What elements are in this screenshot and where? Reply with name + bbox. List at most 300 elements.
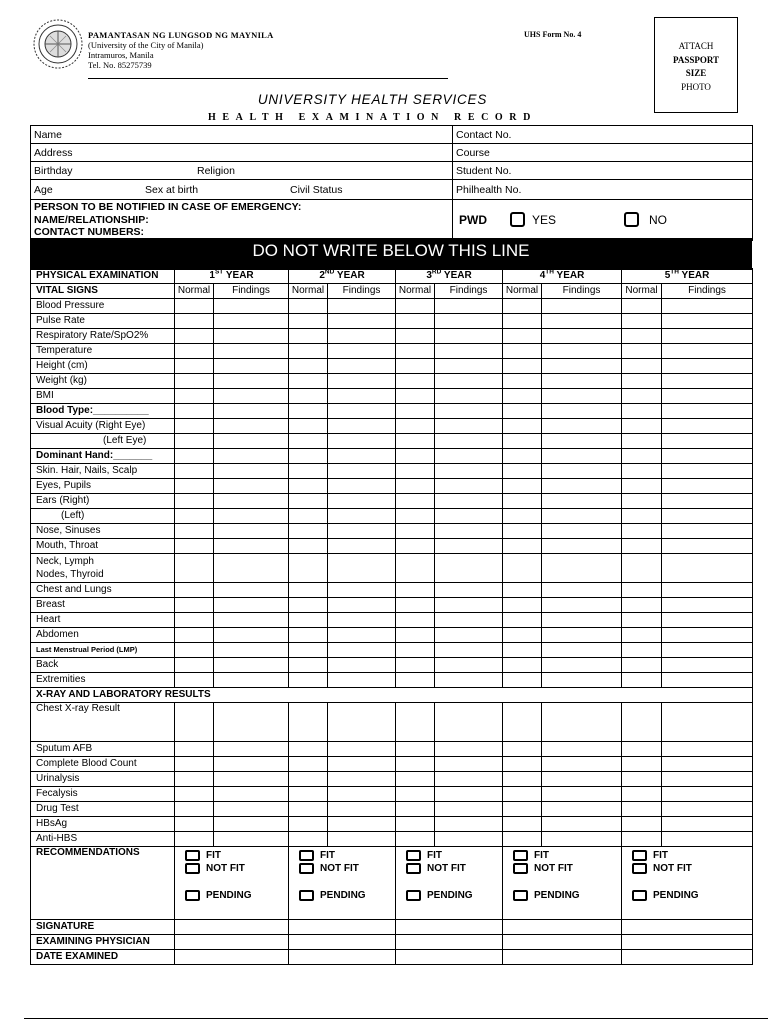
fit-checkbox[interactable] xyxy=(299,850,314,861)
not-fit-checkbox[interactable] xyxy=(513,863,528,874)
exam-entry-cell[interactable] xyxy=(622,329,662,344)
exam-entry-cell[interactable] xyxy=(328,374,396,389)
exam-entry-cell[interactable] xyxy=(396,464,435,479)
exam-entry-cell[interactable] xyxy=(662,389,753,404)
exam-entry-cell[interactable] xyxy=(542,359,622,374)
exam-entry-cell[interactable] xyxy=(214,299,289,314)
pwd-yes-checkbox[interactable] xyxy=(510,212,525,227)
exam-entry-cell[interactable] xyxy=(289,359,328,374)
exam-entry-cell[interactable] xyxy=(542,344,622,359)
exam-entry-cell[interactable] xyxy=(396,832,435,847)
exam-entry-cell[interactable] xyxy=(503,742,542,757)
exam-entry-cell[interactable] xyxy=(622,613,662,628)
exam-entry-cell[interactable] xyxy=(289,673,328,688)
exam-entry-cell[interactable] xyxy=(175,479,214,494)
exam-entry-cell[interactable] xyxy=(214,613,289,628)
exam-entry-cell[interactable] xyxy=(289,628,328,643)
exam-entry-cell[interactable] xyxy=(622,299,662,314)
exam-entry-cell[interactable] xyxy=(622,434,662,449)
exam-entry-cell[interactable] xyxy=(622,628,662,643)
exam-entry-cell[interactable] xyxy=(542,329,622,344)
exam-entry-cell[interactable] xyxy=(289,703,328,742)
exam-entry-cell[interactable] xyxy=(435,583,503,598)
exam-entry-cell[interactable] xyxy=(542,449,622,464)
exam-entry-cell[interactable] xyxy=(396,524,435,539)
exam-entry-cell[interactable] xyxy=(622,658,662,673)
exam-entry-cell[interactable] xyxy=(289,464,328,479)
exam-entry-cell[interactable] xyxy=(542,772,622,787)
exam-entry-cell[interactable] xyxy=(175,299,214,314)
exam-entry-cell[interactable] xyxy=(542,742,622,757)
exam-entry-cell[interactable] xyxy=(328,509,396,524)
exam-entry-cell[interactable] xyxy=(503,344,542,359)
exam-entry-cell[interactable] xyxy=(289,742,328,757)
exam-entry-cell[interactable] xyxy=(662,329,753,344)
not-fit-checkbox[interactable] xyxy=(632,863,647,874)
exam-entry-cell[interactable] xyxy=(396,643,435,658)
exam-entry-cell[interactable] xyxy=(503,419,542,434)
exam-entry-cell[interactable] xyxy=(396,479,435,494)
exam-entry-cell[interactable] xyxy=(662,583,753,598)
exam-entry-cell[interactable] xyxy=(214,554,289,583)
fit-checkbox[interactable] xyxy=(406,850,421,861)
exam-entry-cell[interactable] xyxy=(289,598,328,613)
exam-entry-cell[interactable] xyxy=(435,643,503,658)
exam-entry-cell[interactable] xyxy=(622,344,662,359)
exam-entry-cell[interactable] xyxy=(503,389,542,404)
exam-entry-cell[interactable] xyxy=(396,494,435,509)
sign-entry-cell[interactable] xyxy=(175,935,289,950)
exam-entry-cell[interactable] xyxy=(175,449,214,464)
exam-entry-cell[interactable] xyxy=(175,464,214,479)
exam-entry-cell[interactable] xyxy=(328,434,396,449)
exam-entry-cell[interactable] xyxy=(622,479,662,494)
exam-entry-cell[interactable] xyxy=(503,434,542,449)
recommendation-option[interactable] xyxy=(185,889,286,903)
exam-entry-cell[interactable] xyxy=(214,832,289,847)
exam-entry-cell[interactable] xyxy=(214,583,289,598)
exam-entry-cell[interactable] xyxy=(214,434,289,449)
exam-entry-cell[interactable] xyxy=(396,554,435,583)
exam-entry-cell[interactable] xyxy=(662,524,753,539)
exam-entry-cell[interactable] xyxy=(328,464,396,479)
exam-entry-cell[interactable] xyxy=(662,817,753,832)
exam-entry-cell[interactable] xyxy=(289,494,328,509)
exam-entry-cell[interactable] xyxy=(622,772,662,787)
exam-entry-cell[interactable] xyxy=(175,658,214,673)
exam-entry-cell[interactable] xyxy=(289,449,328,464)
exam-entry-cell[interactable] xyxy=(214,742,289,757)
exam-entry-cell[interactable] xyxy=(214,464,289,479)
exam-entry-cell[interactable] xyxy=(396,449,435,464)
exam-entry-cell[interactable] xyxy=(542,404,622,419)
exam-entry-cell[interactable] xyxy=(289,832,328,847)
exam-entry-cell[interactable] xyxy=(175,359,214,374)
exam-entry-cell[interactable] xyxy=(435,344,503,359)
exam-entry-cell[interactable] xyxy=(503,598,542,613)
exam-entry-cell[interactable] xyxy=(662,299,753,314)
exam-entry-cell[interactable] xyxy=(328,613,396,628)
exam-entry-cell[interactable] xyxy=(503,494,542,509)
exam-entry-cell[interactable] xyxy=(214,787,289,802)
exam-entry-cell[interactable] xyxy=(175,509,214,524)
exam-entry-cell[interactable] xyxy=(503,479,542,494)
exam-entry-cell[interactable] xyxy=(622,554,662,583)
philhealth-field[interactable] xyxy=(453,180,753,200)
exam-entry-cell[interactable] xyxy=(435,524,503,539)
recommendation-option[interactable] xyxy=(632,849,750,863)
exam-entry-cell[interactable] xyxy=(328,673,396,688)
exam-entry-cell[interactable] xyxy=(328,628,396,643)
exam-entry-cell[interactable] xyxy=(328,832,396,847)
exam-entry-cell[interactable] xyxy=(662,787,753,802)
exam-entry-cell[interactable] xyxy=(542,314,622,329)
exam-entry-cell[interactable] xyxy=(503,509,542,524)
exam-entry-cell[interactable] xyxy=(542,817,622,832)
pending-checkbox[interactable] xyxy=(299,890,314,901)
exam-entry-cell[interactable] xyxy=(396,583,435,598)
exam-entry-cell[interactable] xyxy=(396,374,435,389)
exam-entry-cell[interactable] xyxy=(662,802,753,817)
exam-entry-cell[interactable] xyxy=(622,404,662,419)
exam-entry-cell[interactable] xyxy=(175,772,214,787)
exam-entry-cell[interactable] xyxy=(435,658,503,673)
exam-entry-cell[interactable] xyxy=(175,817,214,832)
exam-entry-cell[interactable] xyxy=(662,434,753,449)
exam-entry-cell[interactable] xyxy=(435,832,503,847)
exam-entry-cell[interactable] xyxy=(542,703,622,742)
exam-entry-cell[interactable] xyxy=(214,757,289,772)
exam-entry-cell[interactable] xyxy=(396,434,435,449)
exam-entry-cell[interactable] xyxy=(396,658,435,673)
recommendation-option[interactable] xyxy=(406,889,500,903)
exam-entry-cell[interactable] xyxy=(214,374,289,389)
pending-checkbox[interactable] xyxy=(406,890,421,901)
exam-entry-cell[interactable] xyxy=(662,703,753,742)
exam-entry-cell[interactable] xyxy=(396,787,435,802)
exam-entry-cell[interactable] xyxy=(289,479,328,494)
fit-checkbox[interactable] xyxy=(513,850,528,861)
exam-entry-cell[interactable] xyxy=(289,787,328,802)
exam-entry-cell[interactable] xyxy=(435,628,503,643)
fit-checkbox[interactable] xyxy=(632,850,647,861)
exam-entry-cell[interactable] xyxy=(289,772,328,787)
exam-entry-cell[interactable] xyxy=(214,598,289,613)
exam-entry-cell[interactable] xyxy=(662,479,753,494)
exam-entry-cell[interactable] xyxy=(396,628,435,643)
exam-entry-cell[interactable] xyxy=(503,359,542,374)
exam-entry-cell[interactable] xyxy=(662,419,753,434)
exam-entry-cell[interactable] xyxy=(396,802,435,817)
exam-entry-cell[interactable] xyxy=(396,703,435,742)
exam-entry-cell[interactable] xyxy=(214,628,289,643)
exam-entry-cell[interactable] xyxy=(662,673,753,688)
exam-entry-cell[interactable] xyxy=(503,643,542,658)
exam-entry-cell[interactable] xyxy=(503,817,542,832)
exam-entry-cell[interactable] xyxy=(435,374,503,389)
exam-entry-cell[interactable] xyxy=(214,817,289,832)
exam-entry-cell[interactable] xyxy=(328,314,396,329)
exam-entry-cell[interactable] xyxy=(503,703,542,742)
exam-entry-cell[interactable] xyxy=(396,314,435,329)
exam-entry-cell[interactable] xyxy=(289,583,328,598)
exam-entry-cell[interactable] xyxy=(435,787,503,802)
sign-entry-cell[interactable] xyxy=(503,935,622,950)
not-fit-checkbox[interactable] xyxy=(406,863,421,874)
exam-entry-cell[interactable] xyxy=(214,643,289,658)
exam-entry-cell[interactable] xyxy=(328,449,396,464)
exam-entry-cell[interactable] xyxy=(289,404,328,419)
exam-entry-cell[interactable] xyxy=(328,802,396,817)
exam-entry-cell[interactable] xyxy=(214,494,289,509)
recommendation-option[interactable] xyxy=(406,849,500,863)
exam-entry-cell[interactable] xyxy=(622,359,662,374)
recommendation-option[interactable] xyxy=(185,849,286,863)
exam-entry-cell[interactable] xyxy=(175,613,214,628)
contact-field[interactable] xyxy=(453,126,753,144)
exam-entry-cell[interactable] xyxy=(662,772,753,787)
sign-entry-cell[interactable] xyxy=(622,935,753,950)
exam-entry-cell[interactable] xyxy=(175,673,214,688)
recommendation-option[interactable] xyxy=(513,863,619,875)
exam-entry-cell[interactable] xyxy=(289,314,328,329)
exam-entry-cell[interactable] xyxy=(542,539,622,554)
exam-entry-cell[interactable] xyxy=(503,673,542,688)
exam-entry-cell[interactable] xyxy=(289,658,328,673)
exam-entry-cell[interactable] xyxy=(503,554,542,583)
exam-entry-cell[interactable] xyxy=(328,299,396,314)
student-no-field[interactable] xyxy=(453,162,753,180)
exam-entry-cell[interactable] xyxy=(662,613,753,628)
exam-entry-cell[interactable] xyxy=(396,509,435,524)
exam-entry-cell[interactable] xyxy=(503,772,542,787)
exam-entry-cell[interactable] xyxy=(662,628,753,643)
exam-entry-cell[interactable] xyxy=(542,787,622,802)
exam-entry-cell[interactable] xyxy=(542,464,622,479)
exam-entry-cell[interactable] xyxy=(328,389,396,404)
exam-entry-cell[interactable] xyxy=(396,299,435,314)
exam-entry-cell[interactable] xyxy=(435,464,503,479)
exam-entry-cell[interactable] xyxy=(175,742,214,757)
recommendation-option[interactable] xyxy=(299,889,393,903)
exam-entry-cell[interactable] xyxy=(622,494,662,509)
exam-entry-cell[interactable] xyxy=(214,509,289,524)
exam-entry-cell[interactable] xyxy=(435,554,503,583)
exam-entry-cell[interactable] xyxy=(175,628,214,643)
exam-entry-cell[interactable] xyxy=(289,554,328,583)
exam-entry-cell[interactable] xyxy=(503,524,542,539)
exam-entry-cell[interactable] xyxy=(175,419,214,434)
exam-entry-cell[interactable] xyxy=(396,673,435,688)
exam-entry-cell[interactable] xyxy=(435,802,503,817)
exam-entry-cell[interactable] xyxy=(289,524,328,539)
exam-entry-cell[interactable] xyxy=(175,757,214,772)
exam-entry-cell[interactable] xyxy=(622,524,662,539)
sign-entry-cell[interactable] xyxy=(175,920,289,935)
exam-entry-cell[interactable] xyxy=(175,643,214,658)
exam-entry-cell[interactable] xyxy=(214,419,289,434)
sign-entry-cell[interactable] xyxy=(396,950,503,965)
exam-entry-cell[interactable] xyxy=(622,673,662,688)
exam-entry-cell[interactable] xyxy=(396,404,435,419)
exam-entry-cell[interactable] xyxy=(542,673,622,688)
exam-entry-cell[interactable] xyxy=(214,344,289,359)
exam-entry-cell[interactable] xyxy=(662,374,753,389)
name-field[interactable] xyxy=(31,126,453,144)
exam-entry-cell[interactable] xyxy=(662,832,753,847)
exam-entry-cell[interactable] xyxy=(503,299,542,314)
exam-entry-cell[interactable] xyxy=(622,583,662,598)
not-fit-checkbox[interactable] xyxy=(185,863,200,874)
exam-entry-cell[interactable] xyxy=(662,598,753,613)
exam-entry-cell[interactable] xyxy=(622,464,662,479)
exam-entry-cell[interactable] xyxy=(289,389,328,404)
sign-entry-cell[interactable] xyxy=(503,920,622,935)
sign-entry-cell[interactable] xyxy=(396,935,503,950)
exam-entry-cell[interactable] xyxy=(328,598,396,613)
exam-entry-cell[interactable] xyxy=(175,583,214,598)
recommendation-option[interactable] xyxy=(632,889,750,903)
recommendation-option[interactable] xyxy=(185,863,286,875)
exam-entry-cell[interactable] xyxy=(214,404,289,419)
exam-entry-cell[interactable] xyxy=(175,539,214,554)
exam-entry-cell[interactable] xyxy=(435,419,503,434)
exam-entry-cell[interactable] xyxy=(435,389,503,404)
sign-entry-cell[interactable] xyxy=(289,920,396,935)
pending-checkbox[interactable] xyxy=(513,890,528,901)
exam-entry-cell[interactable] xyxy=(328,787,396,802)
exam-entry-cell[interactable] xyxy=(289,539,328,554)
exam-entry-cell[interactable] xyxy=(662,757,753,772)
sign-entry-cell[interactable] xyxy=(289,935,396,950)
exam-entry-cell[interactable] xyxy=(503,374,542,389)
exam-entry-cell[interactable] xyxy=(175,494,214,509)
pwd-no-checkbox[interactable] xyxy=(624,212,639,227)
exam-entry-cell[interactable] xyxy=(214,359,289,374)
exam-entry-cell[interactable] xyxy=(503,464,542,479)
recommendation-option[interactable] xyxy=(513,849,619,863)
exam-entry-cell[interactable] xyxy=(328,404,396,419)
exam-entry-cell[interactable] xyxy=(662,509,753,524)
exam-entry-cell[interactable] xyxy=(622,314,662,329)
exam-entry-cell[interactable] xyxy=(542,832,622,847)
exam-entry-cell[interactable] xyxy=(622,374,662,389)
exam-entry-cell[interactable] xyxy=(503,613,542,628)
exam-entry-cell[interactable] xyxy=(396,329,435,344)
exam-entry-cell[interactable] xyxy=(542,583,622,598)
exam-entry-cell[interactable] xyxy=(214,524,289,539)
exam-entry-cell[interactable] xyxy=(503,404,542,419)
exam-entry-cell[interactable] xyxy=(328,583,396,598)
exam-entry-cell[interactable] xyxy=(503,583,542,598)
exam-entry-cell[interactable] xyxy=(214,314,289,329)
exam-entry-cell[interactable] xyxy=(175,787,214,802)
course-field[interactable] xyxy=(453,144,753,162)
exam-entry-cell[interactable] xyxy=(662,464,753,479)
exam-entry-cell[interactable] xyxy=(622,643,662,658)
exam-entry-cell[interactable] xyxy=(328,359,396,374)
exam-entry-cell[interactable] xyxy=(289,817,328,832)
exam-entry-cell[interactable] xyxy=(622,509,662,524)
recommendation-option[interactable] xyxy=(513,889,619,903)
exam-entry-cell[interactable] xyxy=(542,479,622,494)
exam-entry-cell[interactable] xyxy=(542,613,622,628)
not-fit-checkbox[interactable] xyxy=(299,863,314,874)
exam-entry-cell[interactable] xyxy=(542,628,622,643)
exam-entry-cell[interactable] xyxy=(396,389,435,404)
exam-entry-cell[interactable] xyxy=(503,539,542,554)
sign-entry-cell[interactable] xyxy=(175,950,289,965)
exam-entry-cell[interactable] xyxy=(662,359,753,374)
exam-entry-cell[interactable] xyxy=(396,757,435,772)
exam-entry-cell[interactable] xyxy=(175,524,214,539)
exam-entry-cell[interactable] xyxy=(622,419,662,434)
exam-entry-cell[interactable] xyxy=(503,329,542,344)
exam-entry-cell[interactable] xyxy=(289,374,328,389)
exam-entry-cell[interactable] xyxy=(328,524,396,539)
exam-entry-cell[interactable] xyxy=(542,802,622,817)
exam-entry-cell[interactable] xyxy=(542,419,622,434)
exam-entry-cell[interactable] xyxy=(542,389,622,404)
exam-entry-cell[interactable] xyxy=(542,434,622,449)
exam-entry-cell[interactable] xyxy=(435,299,503,314)
exam-entry-cell[interactable] xyxy=(662,404,753,419)
exam-entry-cell[interactable] xyxy=(289,613,328,628)
exam-entry-cell[interactable] xyxy=(175,832,214,847)
exam-entry-cell[interactable] xyxy=(289,329,328,344)
exam-entry-cell[interactable] xyxy=(435,703,503,742)
exam-entry-cell[interactable] xyxy=(328,539,396,554)
exam-entry-cell[interactable] xyxy=(396,419,435,434)
exam-entry-cell[interactable] xyxy=(435,359,503,374)
exam-entry-cell[interactable] xyxy=(435,404,503,419)
exam-entry-cell[interactable] xyxy=(396,598,435,613)
exam-entry-cell[interactable] xyxy=(396,742,435,757)
exam-entry-cell[interactable] xyxy=(175,314,214,329)
exam-entry-cell[interactable] xyxy=(662,643,753,658)
exam-entry-cell[interactable] xyxy=(289,643,328,658)
exam-entry-cell[interactable] xyxy=(396,344,435,359)
birthday-religion-field[interactable] xyxy=(31,162,453,180)
exam-entry-cell[interactable] xyxy=(542,658,622,673)
exam-entry-cell[interactable] xyxy=(622,389,662,404)
exam-entry-cell[interactable] xyxy=(622,832,662,847)
exam-entry-cell[interactable] xyxy=(622,539,662,554)
exam-entry-cell[interactable] xyxy=(435,673,503,688)
exam-entry-cell[interactable] xyxy=(396,772,435,787)
exam-entry-cell[interactable] xyxy=(662,344,753,359)
emergency-contact-field[interactable] xyxy=(31,200,453,241)
exam-entry-cell[interactable] xyxy=(662,449,753,464)
exam-entry-cell[interactable] xyxy=(175,598,214,613)
exam-entry-cell[interactable] xyxy=(435,509,503,524)
exam-entry-cell[interactable] xyxy=(435,613,503,628)
exam-entry-cell[interactable] xyxy=(328,419,396,434)
exam-entry-cell[interactable] xyxy=(328,494,396,509)
pending-checkbox[interactable] xyxy=(185,890,200,901)
exam-entry-cell[interactable] xyxy=(328,658,396,673)
exam-entry-cell[interactable] xyxy=(214,772,289,787)
exam-entry-cell[interactable] xyxy=(328,643,396,658)
exam-entry-cell[interactable] xyxy=(175,389,214,404)
sign-entry-cell[interactable] xyxy=(289,950,396,965)
exam-entry-cell[interactable] xyxy=(435,817,503,832)
exam-entry-cell[interactable] xyxy=(662,494,753,509)
exam-entry-cell[interactable] xyxy=(214,673,289,688)
exam-entry-cell[interactable] xyxy=(175,434,214,449)
exam-entry-cell[interactable] xyxy=(503,832,542,847)
sign-entry-cell[interactable] xyxy=(503,950,622,965)
